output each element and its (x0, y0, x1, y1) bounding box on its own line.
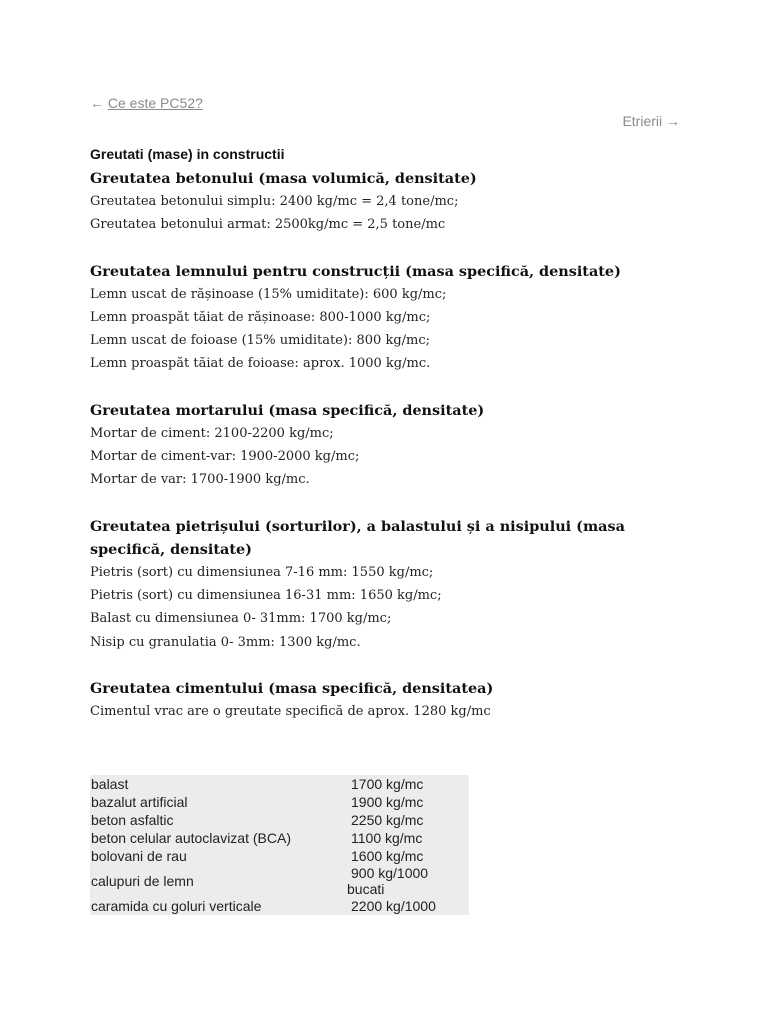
value-cell: 2200 kg/1000 (351, 898, 436, 914)
section-line: Pietris (sort) cu dimensiunea 7-16 mm: 1550 kg/mc; (90, 564, 434, 580)
section-line: Lemn proaspăt tăiat de rășinoase: 800-1000 kg/mc; (90, 309, 431, 325)
section-line: Mortar de ciment-var: 1900-2000 kg/mc; (90, 449, 360, 465)
section-gravel (90, 515, 690, 654)
material-cell: beton celular autoclavizat (BCA) (91, 830, 291, 846)
section-line: Nisip cu granulatia 0- 3mm: 1300 kg/mc. (90, 634, 361, 650)
table-row (90, 897, 469, 915)
section-heading: Greutatea mortarului (masa specifică, densitate) (90, 401, 485, 419)
prev-post-nav (90, 95, 203, 111)
section-heading: Greutatea cimentului (masa specifică, densitatea) (90, 679, 494, 697)
section-line: Mortar de var: 1700-1900 kg/mc. (90, 472, 310, 488)
article-body (90, 167, 690, 746)
section-mortar (90, 399, 690, 492)
material-cell: balast (91, 776, 129, 792)
value-cell: 1900 kg/mc (351, 794, 424, 810)
section-wood (90, 260, 690, 376)
section-heading: Greutatea lemnului pentru construcții (masa specifică, densitate) (90, 262, 621, 280)
value-cell (346, 865, 469, 897)
section-cement (90, 677, 690, 723)
table-row (90, 847, 469, 865)
section-line: Greutatea betonului simplu: 2400 kg/mc = 2,4 tone/mc; (90, 194, 459, 209)
section-heading: Greutatea pietrișului (sorturilor), a balastului și a nisipului (masa specifică, densitate) (90, 517, 625, 558)
section-line: Lemn proaspăt tăiat de foioase: aprox. 1000 kg/mc. (90, 356, 431, 372)
left-arrow-icon: ← (90, 95, 104, 111)
table-row (90, 775, 469, 793)
value-cell: 1100 kg/mc (351, 830, 423, 846)
next-post-link[interactable]: Etrierii → (622, 113, 680, 129)
section-heading: Greutatea betonului (masa volumică, densitate) (90, 170, 477, 187)
material-weights-table (90, 775, 469, 915)
section-line: Lemn uscat de foioase (15% umiditate): 800 kg/mc; (90, 333, 431, 349)
table-row (90, 793, 469, 811)
material-cell: bolovani de rau (91, 848, 187, 864)
value-line: 900 kg/1000 (351, 865, 429, 881)
material-cell: caramida cu goluri verticale (91, 898, 262, 914)
material-cell: beton asfaltic (91, 812, 174, 828)
section-line: Greutatea betonului armat: 2500kg/mc = 2,5 tone/mc (90, 217, 446, 233)
section-line: Mortar de ciment: 2100-2200 kg/mc; (90, 425, 334, 441)
material-cell: bazalut artificial (91, 794, 188, 810)
section-concrete (90, 167, 690, 237)
material-cell: calupuri de lemn (91, 873, 194, 889)
table-row (90, 811, 469, 829)
table-row (90, 829, 469, 847)
section-line: Lemn uscat de rășinoase (15% umiditate): 600 kg/mc; (90, 286, 447, 302)
document-title: Greutati (mase) in constructii (90, 146, 285, 162)
value-cell: 1600 kg/mc (351, 848, 424, 864)
section-line: Cimentul vrac are o greutate specifică de aprox. 1280 kg/mc (90, 703, 491, 719)
value-cell: 2250 kg/mc (351, 812, 424, 828)
value-cell: 1700 kg/mc (351, 776, 424, 792)
prev-post-link[interactable]: Ce este PC52? (107, 95, 203, 111)
value-line: bucati (347, 881, 385, 897)
table-row (90, 865, 469, 897)
section-line: Pietris (sort) cu dimensiunea 16-31 mm: 1650 kg/mc; (90, 587, 442, 603)
section-line: Balast cu dimensiunea 0- 31mm: 1700 kg/mc; (90, 611, 392, 627)
